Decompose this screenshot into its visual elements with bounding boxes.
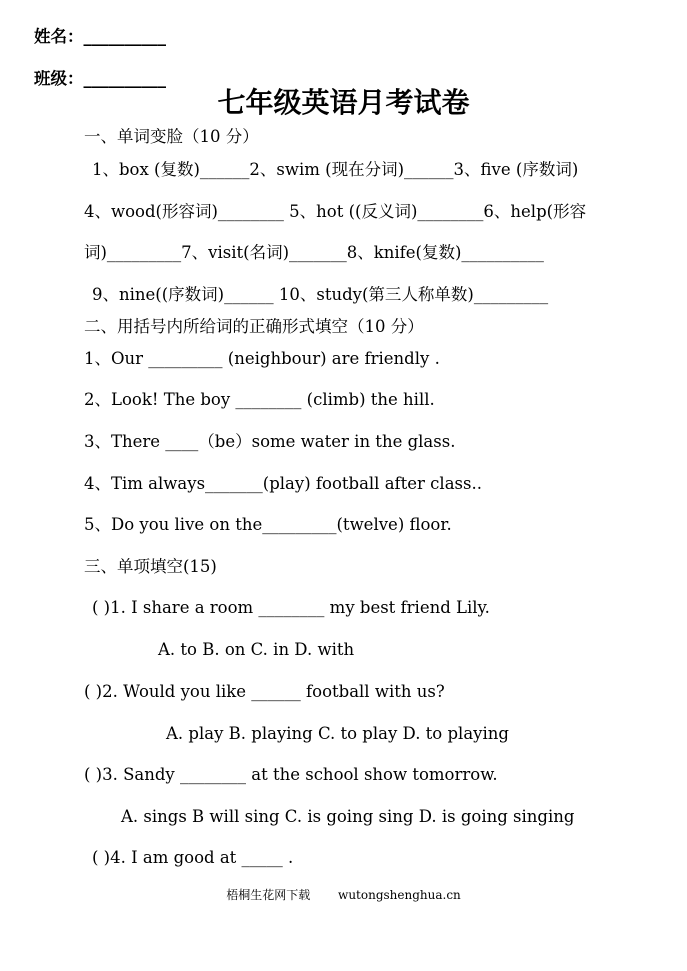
page-title: 七年级英语月考试卷 xyxy=(217,86,470,119)
section1-heading: 一、单词变脸（10 分） xyxy=(84,127,259,146)
section2-item-5: 5、Do you live on the_________(twelve) floor. xyxy=(84,515,452,534)
name-field-label: 姓名：__________ xyxy=(34,27,166,46)
section2-item-4: 4、Tim always_______(play) football after class.. xyxy=(84,474,482,493)
question-3-options: A. sings B will sing C. is going sing D. is going singing xyxy=(121,807,575,826)
question-1-stem: ( )1. I share a room ________ my best friend Lily. xyxy=(92,598,490,617)
section2-item-1: 1、Our _________ (neighbour) are friendly . xyxy=(84,349,440,368)
question-4-stem: ( )4. I am good at _____ . xyxy=(92,848,294,867)
section2-item-3: 3、There ____（be）some water in the glass. xyxy=(84,432,456,451)
section1-line-3: 词)_________7、visit(名词)_______8、knife(复数)__________ xyxy=(84,243,544,262)
question-2-stem: ( )2. Would you like ______ football with us? xyxy=(84,682,445,701)
class-field-label: 班级：__________ xyxy=(34,69,166,88)
section3-heading: 三、单项填空(15) xyxy=(84,557,217,576)
question-2-options: A. play B. playing C. to play D. to playing xyxy=(166,724,509,743)
section1-line-1: 1、box (复数)______2、swim (现在分词)______3、five (序数词) xyxy=(92,160,579,179)
question-3-stem: ( )3. Sandy ________ at the school show tomorrow. xyxy=(84,765,498,784)
question-1-options: A. to B. on C. in D. with xyxy=(158,640,355,659)
footer-source-text: 梧桐生花网下载 xyxy=(226,888,311,902)
page-footer xyxy=(0,887,687,903)
section1-line-2: 4、wood(形容词)________ 5、hot ((反义词)________6、help(形容 xyxy=(84,202,587,221)
section2-heading: 二、用括号内所给词的正确形式填空（10 分） xyxy=(84,317,424,336)
section1-line-4: 9、nine((序数词)______ 10、study(第三人称单数)_________ xyxy=(92,285,549,304)
footer-website-text: wutongshenghua.cn xyxy=(338,888,461,902)
section2-item-2: 2、Look! The boy ________ (climb) the hill. xyxy=(84,390,435,409)
